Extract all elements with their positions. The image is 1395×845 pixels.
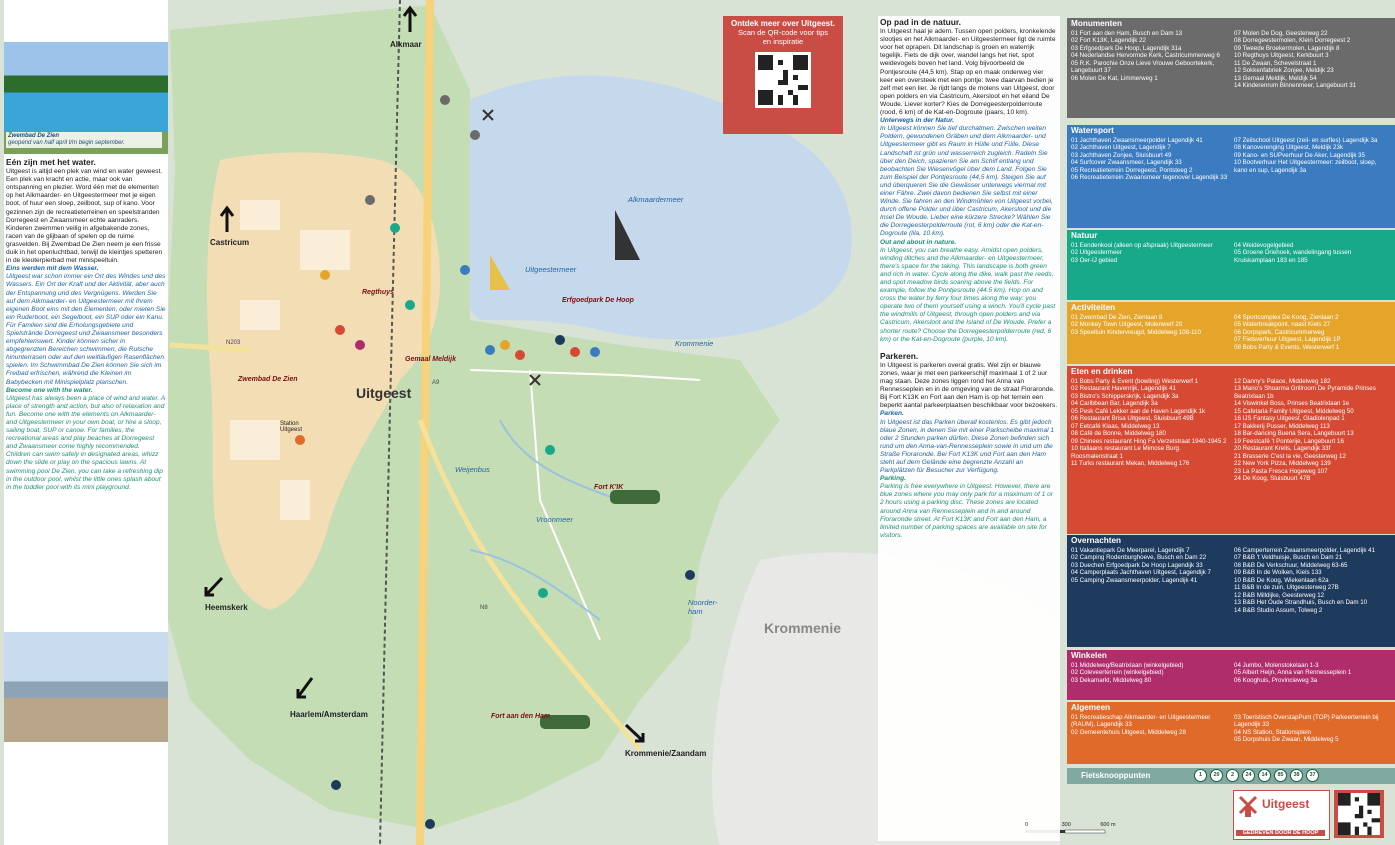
legend-item[interactable]: 08 Kanoverenging Uitgeest, Meldijk 23k [1234,144,1344,151]
legend-item[interactable]: 01 Recreatieschap Alkmaarder- en Uitgeestermeer (RAUM), Lagendijk 33 [1071,713,1211,728]
legend-item[interactable]: 06 Restaurant Brisa Uitgeest, Sluisbuurt 49B [1071,415,1194,422]
parking-text-en: Parking is free everywhere in Uitgeest. However, there are blue zones where you may only park for a maximum of 1 or 2 hours using a parking disc. These zones are located around Anna van Rennesseplein and in and around Floraronde street. At Fort K13K and Fort aan den Ham, a limited number of parking spaces are available on site for visitors. [880,483,1053,539]
fietsknooppunten-nodes [1191,769,1319,782]
legend-item[interactable]: 21 Brasserie C'est la vie, Geesterweg 12 [1234,452,1346,460]
legend-item[interactable]: 07 Zeilschool Uitgeest (zeil- en surfles) Lagendijk 3a [1234,136,1378,144]
legend-item[interactable]: 14 B&B Studio Assum, Tolweg 2 [1234,606,1323,614]
legend-item[interactable]: 04 Weidevogelgebied [1234,241,1294,249]
legend-item[interactable]: 09 Chinees restaurant Hing Fa Verzetstraat 1940-1945 2 [1071,437,1227,445]
fietsknooppunten-bar [1067,768,1395,784]
node-badge[interactable]: 85 [1274,769,1287,782]
legend-item[interactable]: 08 Dorregeestermolen, Klein Dorregeest 2 [1234,37,1351,44]
legend-item[interactable]: 06 Dorpspark, Castricummerweg [1234,328,1325,336]
legend-monumenten [1067,18,1395,118]
scale-0: 0 [1025,822,1029,828]
legend-eten [1067,366,1395,534]
legend-natuur [1067,230,1395,300]
legend-item[interactable]: 01 Zwembad De Zien, Zienlaan 8 [1071,313,1163,321]
logo-tagline: GEDREVEN DOOR DE HOOP [1236,830,1325,836]
legend-watersport-title: Watersport [1071,126,1114,135]
direction-heemskerk: Heemskerk [205,603,248,612]
map-label-zwembad[interactable]: Zwembad De Zien [238,376,298,383]
fietsknooppunten-title: Fietsknooppunten [1081,771,1151,780]
map-label-erfgoedpark[interactable]: Erfgoedpark De Hoop [562,297,634,304]
legend-item[interactable]: 02 Fort K13K, Lagendijk 22 [1071,37,1146,44]
legend-winkelen [1067,650,1395,700]
left-title-nl: Eén zijn met het water. [6,157,96,167]
legend-item[interactable]: 08 B&B De Verkschuur, Middelweg 63-65 [1234,561,1348,569]
legend-item[interactable]: 12 B&B Milldijke, Geesterweg 12 [1234,591,1325,599]
node-badge[interactable]: 1 [1194,769,1207,782]
legend-item[interactable]: 19 Feestcafé 't Ponterije, Langebuurt 16 [1234,437,1344,445]
legend-item[interactable]: 07 Molen De Dog, Geesterweg 22 [1234,29,1328,37]
legend-item[interactable]: 04 Sportcomplex De Koog, Zienlaan 2 [1234,313,1339,321]
legend-item[interactable]: 02 Monkey Town Uitgeest, Molenwerf 20 [1071,321,1183,328]
legend-natuur-title: Natuur [1071,231,1098,240]
legend-item[interactable]: 12 Sokkenfabriek Zonjee, Meldijk 23 [1234,67,1334,74]
left-text-de: Uitgeest war schon immer ein Ort des Windes und des Wassers. Ein Ort der Kraft und der Aktivität, aber auch der Entspannung und des Vergnügens. Werden Sie auf dem Alkmaarder- en Uitgeestermeer mit Ihrem eigenen Boot eins mit den Elementen, oder mieten Sie ein Ruderboot, ein Segelboot, ein SUP oder ein Kanu. Für Familien sind die Erholungsgebiete und Spielstrände Dorregeest und Zwaansmeer besonders empfehlenswert. Kinder können sicher in abgegrenzten Bereichen schwimmen, die Rutsche hinunterrasen oder auf den weitläufigen Rasenflächen spielen. Im Schwimmbad De Zien können Sie sich im Freibad erfrischen, während die Kleinen im Babybecken mit Minispielplatz planschen. [6,273,166,386]
legend-item[interactable]: 09 Kano- en SUPverhuur De Aker, Lagendijk 35 [1234,151,1366,159]
legend-item[interactable]: 13 B&B Het Oude Strandhuis, Busch en Dam 10 [1234,599,1368,606]
legend-item[interactable]: 04 Camperplaats Jachthaven Uitgeest, Lagendijk 7 [1071,569,1211,576]
legend-item[interactable]: 11 De Zwaan, Schevelstraat 1 [1234,59,1317,67]
node-badge[interactable]: 24 [1242,769,1255,782]
map-label-station: Station Uitgeest [280,421,303,433]
legend-activiteiten-title: Activiteiten [1071,303,1116,312]
legend-overnachten [1067,535,1395,647]
map-label-uitgeestermeer: Uitgeestermeer [525,265,577,274]
legend-item[interactable]: 07 Eetcafé Klaas, Middelweg 13 [1071,422,1160,430]
node-badge[interactable]: 37 [1306,769,1319,782]
legend-algemeen [1067,702,1395,764]
map-label-weijenbus: Weijenbus [455,465,490,474]
legend-item[interactable]: 02 Coleveerterrein (winkelgebied) [1071,669,1164,676]
windmill-logo-icon [1238,795,1258,817]
parking-title-nl: Parkeren. [880,350,919,361]
legend-item[interactable]: 13 Mario's Shoarma Grillroom De Pyramide Prinses Beatrixlaan 1b [1234,385,1376,400]
legend-overnachten-title: Overnachten [1071,536,1122,545]
legend-item[interactable]: 04 Jumbo, Molenstokelaan 1-3 [1234,661,1319,669]
legend-item[interactable]: 18 Bar-dancing Buena Sera, Langebuurt 13 [1234,430,1354,437]
map-label-fort-k13k[interactable]: Fort K'IK [594,484,624,491]
legend-item[interactable]: 10 Bootverhuur Het Uitgeestermeer: zeilboot, sloep, kano en sup, Lagendijk 3a [1234,159,1377,174]
legend-item[interactable]: 05 Camping Zwaansmeerpolder, Lagendijk 41 [1071,576,1198,584]
nature-title-nl: Op pad in de natuur. [880,17,961,27]
legend-item[interactable]: 01 Fort aan den Ham, Busch en Dam 13 [1071,29,1183,37]
legend-item[interactable]: 05 Pesk Café Lekker aan de Haven Lagendijk 1k [1071,407,1206,415]
legend-item[interactable]: 02 Uitgeestermeer [1071,249,1122,256]
map-label-gemaal[interactable]: Gemaal Meldijk [405,356,456,363]
caption-text: geopend van half april t/m begin september. [8,140,125,146]
nature-text-en: In Uitgeest, you can breathe easy. Amidst open polders, winding ditches and the Alkmaarder- en Uitgeestermeer, there's space for the taking. This landscape is both green and rich in water. Cycle along the dike, walk past the reeds, and spot meadow birds soaring above the fields. For example, follow the Pontjesroute (44.5 km). Hop on and cross the water by ferry four times along the way: you operate two of them yourself using a winch. You'll cycle past the windmills of Uitgeest, through open polders and via Castricum, Akersloot and the Island of De Woude. Prefer a shorter route? Choose the Dorregeesterpolderroute (red, 6 km) or the Kat-en-Dogroute (purple, 10 km). [880,246,1056,343]
qr-code-icon[interactable] [755,52,811,108]
legend-item[interactable]: 03 Duechen Erfgoedpark De Hoop Lagendijk 33 [1071,561,1203,569]
legend-item[interactable]: 08 Café de Bonne, Middelweg 180 [1071,430,1166,437]
legend-item[interactable]: 04 Surfcover Zwaansmeer, Lagendijk 33 [1071,159,1182,166]
middle-panel [878,16,1060,841]
legend-item[interactable]: 05 Recreatieterrein Dorregeest, Pontsteeg 2 [1071,166,1193,174]
legend-item[interactable]: 03 Bistro's Schipperskrijk, Lagendijk 3a [1071,392,1179,400]
map-label-krommenie: Krommenie [764,620,842,636]
left-title-en: Become one with the water. [6,386,93,394]
legend-item[interactable]: 16 IJS Fantasy Uitgeest, Gladiolenpad 1 [1234,415,1345,422]
node-badge[interactable]: 14 [1258,769,1271,782]
map-label-alkmaardermeer: Alkmaardermeer [628,195,684,204]
legend-item[interactable]: 03 Jachthaven Zonjee, Sluisbuurt 49 [1071,151,1172,159]
legend-item[interactable]: 07 Fietsverhuur Uitgeest, Lagendijk 1P [1234,336,1341,343]
legend-item[interactable]: 03 Speeltuin Kindervreugd, Middelweg 108-110 [1071,328,1201,336]
legend-item[interactable]: 03 Oer-IJ gebied [1071,256,1118,264]
parking-title-en: Parking. [880,475,907,483]
scale-labels [1025,822,1116,828]
legend-item[interactable]: 03 Toeristisch OverstapPunt (TOP) Parkeerterrein bij Lagendijk 33 [1234,713,1379,728]
legend-item[interactable]: 24 De Koog, Sluisbuurt 47B [1234,475,1311,482]
legend-item[interactable]: 04 Nederlandse Hervormde Kerk, Castricummerweg 6 [1071,52,1220,59]
left-panel [4,0,168,845]
scale-300: 300 [1061,822,1071,828]
map-label-regthuys[interactable]: Regthuys [362,289,394,296]
qr-code-bottom-icon[interactable] [1334,790,1384,838]
road-label-n203: N203 [226,340,241,346]
legend-item[interactable]: 05 Groene Driehoek, wandelingang tussen Kruiskamplaan 183 en 185 [1234,249,1352,264]
road-label-a9: A9 [432,380,440,386]
node-badge[interactable]: 38 [1290,769,1303,782]
legend-item[interactable]: 01 Eendenkooi (alleen op afspraak) Uitgeestermeer [1071,241,1213,249]
legend-item[interactable]: 10 B&B De Koog, Wiekenlaan 62a [1234,576,1329,584]
map-label-noorderham: Noorder-ham [688,598,718,616]
legend-item[interactable]: 10 Italiaans restaurant Le Mimose Burg. Roosmalenstraat 1 [1071,445,1181,460]
nature-title-de: Unterwegs in der Natur. [880,117,955,125]
legend-algemeen-title: Algemeen [1071,703,1111,712]
map-label-uitgeest: Uitgeest [356,385,412,401]
legend-item[interactable]: 04 Caribbean Bar, Lagendijk 3a [1071,400,1158,407]
legend-item[interactable]: 02 Gemeentehuis Uitgeest, Middelweg 28 [1071,728,1186,736]
legend-item[interactable]: 09 B&B In de Wolken, Kiels 133 [1234,569,1322,576]
legend-item[interactable]: 07 B&B 't Veldhuisje, Busch en Dam 21 [1234,554,1343,561]
legend-item[interactable]: 11 Turks restaurant Mekan, Middelweg 176 [1071,460,1190,467]
node-badge[interactable]: 2 [1226,769,1239,782]
legend-item[interactable]: 10 Regthuys Uitgeest, Kerkbuurt 3 [1234,52,1329,59]
parking-text-de: In Uitgeest ist das Parken überall kostenlos. Es gibt jedoch blaue Zonen, in denen Sie mit einer Parkscheibe maximal 1 oder 2 Stunden parken dürfen. Diese Zonen befinden sich rund um den Anna-van-Rennesseplein sowie in und um die Straße Floraronde. Bei Fort K13K und Fort aan den Ham steht auf dem Gelände eine begrenzte Anzahl an Parkplätzen für Besucher zur Verfügung. [880,418,1055,475]
legend-item[interactable]: 22 New York Pizza, Middelweg 139 [1234,460,1331,467]
legend-item[interactable]: 05 Albert Heijn, Anna van Rennesseplein 1 [1234,669,1352,676]
legend-item[interactable]: 01 Middelweg/Beatrixlaan (winkelgebied) [1071,661,1184,669]
uitgeest-logo [1233,790,1330,840]
legend-item[interactable]: 03 Erfgoedpark De Hoop, Lagendijk 31a [1071,44,1182,52]
legend-item[interactable]: 05 Waterbreakpoint, naast Kiels 27 [1234,321,1331,328]
legend-watersport [1067,125,1395,228]
fort-icon [610,490,660,504]
map-label-krommenie-water: Krommenie [675,339,714,348]
left-text-nl: Uitgeest is altijd een plek van wind en water geweest. Een plek van kracht en actie, maar ook van ontspanning en plezier. Word één met de elementen op het Alkmaarder- en Uitgeestermeer met je eigen boot, of huur een sloep, zeilboot, sup of kano. Voor gezinnen zijn de recreatieterreinen en speelstranden Dorregeest en Zwaansmeer echte aanraders. Kinderen zwemmen veilig in afgebakende zones, racen van de glijbaan of spelen op de ruime grasvelden. Bij Zwembad De Zien neem je een frisse duik in het openluchtbad, terwijl de kleintjes spetteren in de kleuterpierbad met minispeeltuin. [6,168,163,265]
legend-item[interactable]: 14 Kinderenrum Binnenmeer, Langebuurt 31 [1234,82,1357,89]
parking-text-nl: In Uitgeest is parkeren overal gratis. Wel zijn er blauwe zones, waar je met een parkeerschijf maximaal 1 of 2 uur mag staan. Deze zones liggen rond het Anna van Rennesseplein en in de omgeving van de straat Floraronde. Bij Fort K13K en Fort aan den Ham is op het terrein een beperkt aantal parkeerplaatsen beschikbaar voor bezoekers. [880,361,1058,410]
legend-item[interactable]: 02 Restaurant Havenrijk, Lagendijk 41 [1071,385,1176,392]
road-label-n8: N8 [480,605,488,611]
legend-item[interactable]: 20 Restaurant Krelis, Lagendijk 33f [1234,445,1331,452]
legend-item[interactable]: 09 Tweede Broekermolen, Lagendijk 8 [1234,44,1340,52]
legend-item[interactable]: 06 Recreatieterrein Zwaansmeer tegenover Lagendijk 33 [1071,174,1228,181]
legend-item[interactable]: 01 Vakantiepark De Meerparel, Lagendijk 7 [1071,546,1190,554]
legend-item[interactable]: 11 B&B In de zuin, Uitgeesterweg 27B [1234,584,1339,591]
legend-monumenten-title: Monumenten [1071,19,1122,28]
node-badge[interactable]: 20 [1210,769,1223,782]
legend-item[interactable]: 01 Bobs Party & Event (bowling) Westerwerf 1 [1071,377,1199,385]
legend-item[interactable]: 08 Bobs Party & Events, Westerwerf 1 [1234,343,1340,351]
legend-item[interactable]: 15 Cafetaria Family Uitgeest, Middelweg 50 [1234,407,1354,415]
parking-title-de: Parken. [880,410,904,418]
nature-text-de: In Uitgeest können Sie tief durchatmen. Zwischen weiten Poldern, gewundenen Gräben und dem Alkmaarder- und Uitgeestermeer gibt es Raum in Hülle und Fülle. Diese Landschaft ist grün und wasserreich zugleich. Radeln Sie über den Deich, spazieren Sie am Schilf entlang und beobachten Sie Wiesenvögel über dem Land. Folgen Sie zum Beispiel der Pontjesroute (44,5 km). Steigen Sie auf und überqueren Sie die Gewässer unterwegs viermal mit einer Fähre. Zwei davon bedienen Sie selbst mit einer Winde. Sie fahren an den Windmühlen von Uitgeest vorbei, durch offene Polder und über Castricum, Akersloot und die Insel De Woude. Lieber eine kürzere Strecke? Wählen Sie die Dorregeesterpolderroute (rot, 6 km) oder die Kat-en-Dogroute (lila, 10 km). [880,125,1053,238]
legend-item[interactable]: 05 R.K. Parochie Onze Lieve Vrouwe Geboortekerk, Langebuurt 37 [1071,59,1215,74]
photo-beach [4,632,168,742]
legend-item[interactable]: 12 Danny's Palace, Middelweg 182 [1234,377,1331,385]
legend-item[interactable]: 14 Viswinkel Boss, Prinses Beatrixlaan 1e [1234,400,1350,407]
photo-caption [6,132,162,148]
legend-item[interactable]: 06 Kooghuis, Provincieweg 3a [1234,676,1318,684]
legend-item[interactable]: 13 Gemaal Meldijk, Meldijk 54 [1234,74,1317,82]
qr-title: Ontdek meer over Uitgeest. [730,19,836,28]
legend-eten-title: Eten en drinken [1071,367,1133,376]
qr-promo[interactable] [723,16,843,134]
legend-winkelen-title: Winkelen [1071,651,1107,660]
scale-600: 600 m [1100,822,1116,828]
qr-text: Scan de QR-code voor tips en inspiratie [737,28,829,46]
legend-item[interactable]: 04 NS Station, Stationsplein [1234,728,1312,736]
legend-item[interactable]: 03 Dekamarkt, Middelweg 80 [1071,676,1152,684]
logo-name: Uitgeest [1262,797,1310,811]
map-label-fort-ham[interactable]: Fort aan den Ham [491,713,551,720]
legend-item[interactable]: 01 Jachthaven Zwaansmeerpolder Lagendijk 41 [1071,136,1203,144]
left-title-de: Eins werden mit dem Wasser. [6,265,99,273]
left-text-en: Uitgeest has always been a place of wind and water. A place of strength and action, but also of relaxation and fun. Become one with the elements on Alkmaarder- and Uitgeestermeer in your own boat, or hire a sloop, sailing boat, SUP or canoe. For families, the recreational areas and play beaches at Dorregeest and Zwaansmeer come highly recommended. Children can swim safely in designated areas, whizz down the slide or play on the spacious lawns. At swimming pool De Zien, you can take a refreshing dip in the outdoor pool, whilst the little ones splash about in the toddler pool with its mini playground. [6,394,166,491]
nature-title-en: Out and about in nature. [880,238,957,246]
legend-item[interactable]: 23 La Pasta Fresca Hogeweg 107 [1234,467,1328,475]
nature-text-nl: In Uitgeest haal je adem. Tussen open polders, kronkelende slootjes en het Alkmaarder- en Uitgeestermeer ligt de ruimte voor het oprapen. Dit landschap is groen en waterrijk tegelijk. Fiets de dijk over, wandel langs het riet, spot weidevogels boven het land. Volg bijvoorbeeld de Pontjesroute (44,5 km). Stap op en maak onderweg vier keer een oversteek met een pontje: twee daarvan bedien je zelf met een lier. Je rijdt langs de molens van Uitgeest, door open polders en via Castricum, Akersloot en het eiland De Woude. Liever korter? Kies de Dorregeesterpolderroute (rood, 6 km) of de Kat-en-Dogroute (paars, 10 km). [880,28,1056,117]
legend-item[interactable]: 06 Molen De Kat, Limmerweg 1 [1071,74,1158,82]
direction-haarlem: Haarlem/Amsterdam [290,710,368,719]
direction-alkmaar: Alkmaar [390,40,422,49]
direction-castricum: Castricum [210,238,250,247]
legend-activiteiten [1067,302,1395,364]
legend-item[interactable]: 06 Camperterrein Zwaansmeerpolder, Lagendijk 41 [1234,546,1376,554]
legend-item[interactable]: 02 Jachthaven Uitgeest, Lagendijk 7 [1071,144,1171,151]
map-label-vroonmeer: Vroonmeer [536,515,573,524]
caption-title: Zwembad De Zien [8,133,60,139]
legend-item[interactable]: 05 Dorpshuis De Zwaan, Middelweg 5 [1234,736,1339,743]
legend-item[interactable]: 02 Camping Rodenburghoeve, Busch en Dam 22 [1071,554,1207,561]
direction-krommenie-zaandam: Krommenie/Zaandam [625,749,707,758]
legend-item[interactable]: 17 Bakkerij Pusser, Middelweg 113 [1234,422,1330,430]
